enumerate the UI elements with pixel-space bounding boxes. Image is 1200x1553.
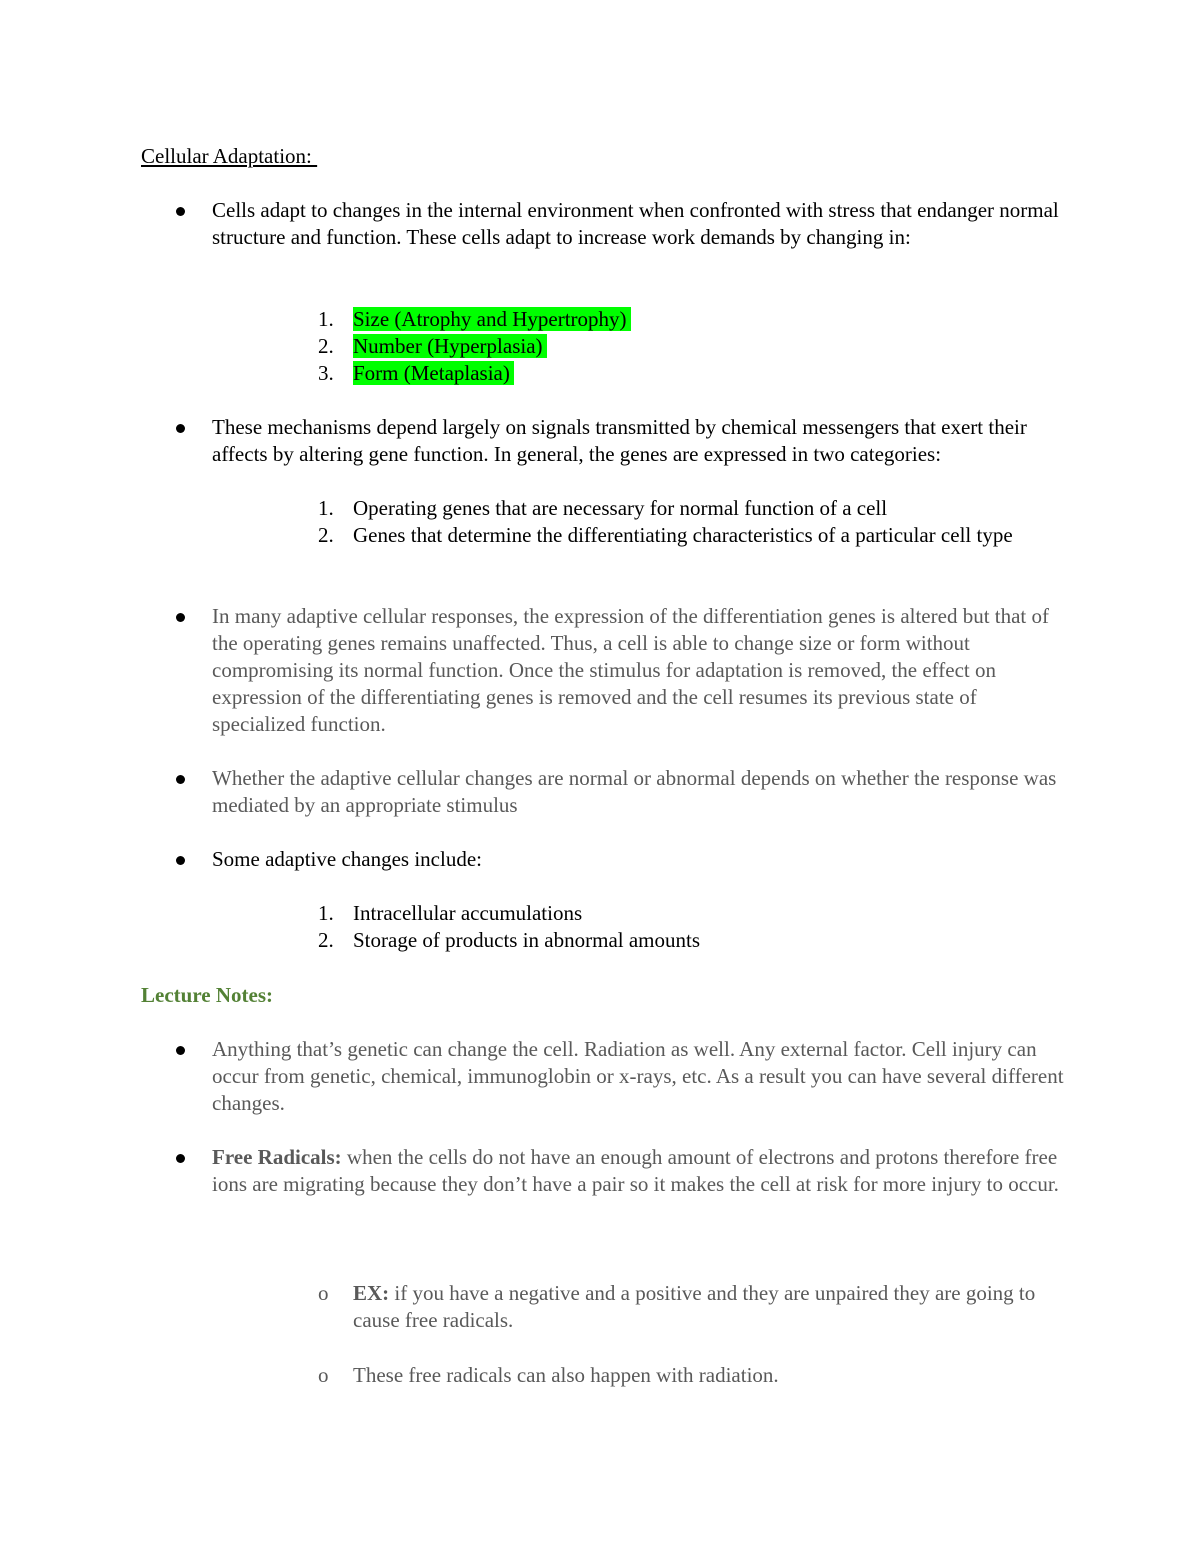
list-item: 3. Form (Metaplasia) [318,360,1058,387]
circle-bullet-icon: o [318,1363,329,1387]
bullet-text: Free Radicals: when the cells do not have an enough amount of electrons and protons therefore free ions are migrating because they don’t have a pair so it makes the cell at risk for more injury to occur. [212,1145,1059,1196]
bullet-dot-icon [176,613,185,622]
bullet-text: Whether the adaptive cellular changes are normal or abnormal depends on whether the response was mediated by an appropriate stimulus [212,766,1057,817]
bullet-item [141,1144,1071,1198]
example-label: EX: [353,1281,390,1305]
bullet-dot-icon [176,775,185,784]
bullet-text: Anything that’s genetic can change the cell. Radiation as well. Any external factor. Cell injury can occur from genetic, chemical, immunoglobin or x-rays, etc. As a result you can have several different changes. [212,1037,1064,1115]
list-item: 2. Storage of products in abnormal amounts [318,928,701,952]
term-label: Free Radicals: [212,1145,342,1169]
adaptation-types-list [318,306,1058,387]
gene-categories-list [318,495,1058,549]
sub-list-item: o EX: if you have a negative and a positive and they are unpaired they are going to cause free radicals. [318,1281,1036,1332]
bullet-dot-icon [176,856,185,865]
circle-bullet-icon: o [318,1281,329,1305]
bullet-text: In many adaptive cellular responses, the expression of the differentiation genes is altered but that of the operating genes remains unaffected. Thus, a cell is able to change size or form without compromising its normal function. Once the stimulus for adaptation is removed, the effect on expression of the differentiating genes is removed and the cell resumes its previous state of specialized function. [212,604,1050,736]
list-item: 1. Operating genes that are necessary for normal function of a cell [318,496,888,520]
bullet-dot-icon [176,424,185,433]
bullet-item [141,1036,1071,1117]
bullet-text: Cells adapt to changes in the internal environment when confronted with stress that endanger normal structure and function. These cells adapt to increase work demands by changing in: [212,198,1059,249]
list-item: 1. Size (Atrophy and Hypertrophy) [318,306,1058,333]
bullet-dot-icon [176,207,185,216]
bullet-item [141,603,1071,738]
list-item: 2. Number (Hyperplasia) [318,333,1058,360]
list-item: 1. Intracellular accumulations [318,901,583,925]
bullet-item [141,197,1071,251]
bullet-item [141,414,1071,468]
list-item: 2. Genes that determine the differentiating characteristics of a particular cell type [318,523,1013,547]
bullet-dot-icon [176,1154,185,1163]
lecture-notes-heading: Lecture Notes: [141,983,273,1007]
adaptive-changes-list [318,900,1058,954]
bullet-item [141,765,1071,819]
bullet-dot-icon [176,1046,185,1055]
page-title: Cellular Adaptation: [141,144,318,168]
bullet-text: These mechanisms depend largely on signals transmitted by chemical messengers that exert their affects by altering gene function. In general, the genes are expressed in two categories: [212,415,1027,466]
sub-list-item: o These free radicals can also happen with radiation. [318,1363,779,1387]
bullet-item [141,846,1071,873]
bullet-text: Some adaptive changes include: [212,847,482,871]
